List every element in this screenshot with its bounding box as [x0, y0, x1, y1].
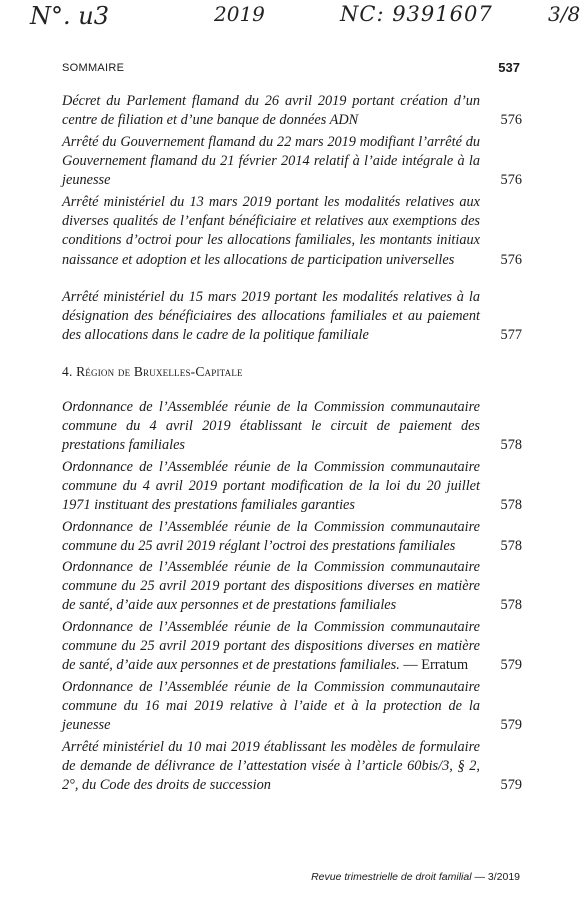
- entry-title: Arrêté ministériel du 13 mars 2019 portant les modalités relatives aux diverses qualités de l’enfant bénéficiaire et relatives aux exemptions des conditions d’octroi pour les allocations familiales, les montants initiaux naissance et adoption et les allocations de participation universelles: [62, 194, 480, 268]
- entry-page-number: 579: [500, 777, 522, 794]
- toc-entry: [62, 678, 522, 736]
- handwritten-number: N°. u3: [30, 2, 109, 30]
- toc-entry: [62, 618, 522, 676]
- toc-entry: [62, 133, 522, 191]
- toc-entry: [62, 558, 522, 616]
- entry-page-number: 576: [500, 172, 522, 189]
- footer-journal: Revue trimestrielle de droit familial: [311, 871, 472, 883]
- entry-title: Ordonnance de l’Assemblée réunie de la Commission communautaire commune du 25 avril 2019 portant des dispositions diverses en matière de santé, d’aide aux personnes et de prestations familiales.: [62, 619, 480, 674]
- section-heading: 4. Région de Bruxelles-Capitale: [62, 364, 243, 379]
- toc-entry: [62, 398, 522, 456]
- entry-title: Ordonnance de l’Assemblée réunie de la Commission communautaire commune du 25 avril 2019 portant des dispositions diverses en matière de santé, d’aide aux personnes et de prestations familiales: [62, 559, 480, 614]
- entry-page-number: 578: [500, 497, 522, 514]
- toc-entry: [62, 738, 522, 796]
- header-title: SOMMAIRE: [62, 62, 125, 74]
- toc-entry: [62, 288, 522, 346]
- entry-page-number: 578: [500, 437, 522, 454]
- entry-page-number: 576: [500, 251, 522, 268]
- entry-page-number: 578: [500, 538, 522, 555]
- entry-title: Ordonnance de l’Assemblée réunie de la Commission communautaire commune du 4 avril 2019 portant modification de la loi du 20 juillet 1971 instituant des prestations familiales garanties: [62, 459, 480, 514]
- entry-title: Ordonnance de l’Assemblée réunie de la Commission communautaire commune du 25 avril 2019 réglant l’octroi des prestations familiales: [62, 519, 480, 555]
- entry-page-number: 576: [500, 112, 522, 129]
- entry-page-number: 579: [500, 657, 522, 674]
- toc-entry: [62, 518, 522, 556]
- entry-page-number: 577: [500, 327, 522, 344]
- entry-title: Arrêté ministériel du 10 mai 2019 établissant les modèles de formulaire de demande de délivrance de l’attestation visée à l’article 60bis/3, § 2, 2°, du Code des droits de succession: [62, 739, 480, 794]
- handwritten-year: 2019: [214, 2, 265, 26]
- entry-page-number: 578: [500, 597, 522, 614]
- footer-issue: — 3/2019: [471, 871, 520, 883]
- page-header: [62, 60, 520, 80]
- handwritten-reference: NC: 9391607: [340, 2, 493, 26]
- toc-entry: [62, 458, 522, 516]
- entry-title: Ordonnance de l’Assemblée réunie de la Commission communautaire commune du 16 mai 2019 relative à l’aide et à la protection de la jeunesse: [62, 679, 480, 734]
- toc-entry: [62, 92, 522, 130]
- entry-title: Arrêté du Gouvernement flamand du 22 mars 2019 modifiant l’arrêté du Gouvernement flamand du 21 février 2014 relatif à l’aide intégrale à la jeunesse: [62, 134, 480, 189]
- handwritten-fraction: 3/8: [548, 2, 581, 26]
- page-footer: [311, 871, 520, 883]
- entry-page-number: 579: [500, 717, 522, 734]
- entry-title: Décret du Parlement flamand du 26 avril 2019 portant création d’un centre de filiation et d’une banque de données ADN: [62, 93, 480, 129]
- toc-entry: [62, 193, 522, 270]
- entry-title: Arrêté ministériel du 15 mars 2019 portant les modalités relatives à la désignation des bénéficiaires des allocations familiales et au paiement des allocations dans le cadre de la politique familiale: [62, 289, 480, 344]
- erratum-label: — Erratum: [399, 657, 469, 674]
- header-page-number: 537: [498, 60, 520, 75]
- entry-title: Ordonnance de l’Assemblée réunie de la Commission communautaire commune du 4 avril 2019 établissant le circuit de paiement des prestations familiales: [62, 399, 480, 454]
